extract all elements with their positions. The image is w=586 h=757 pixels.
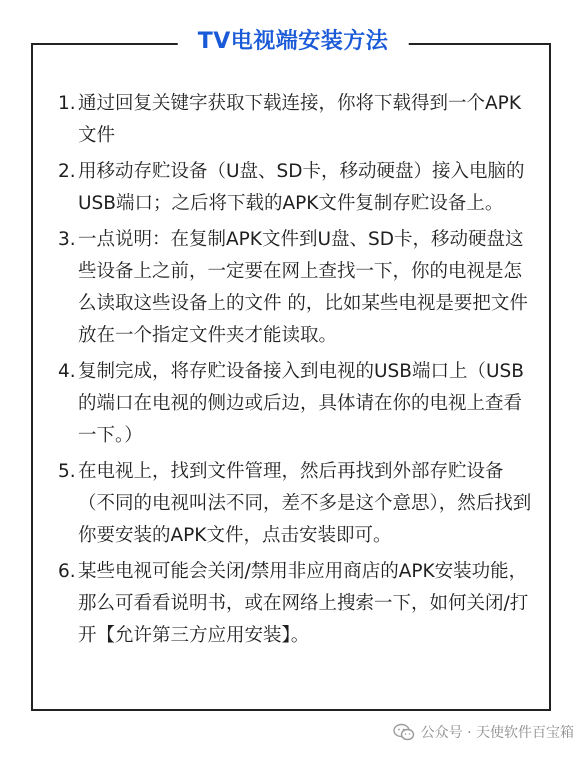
step-item-1 [58,88,536,152]
step-number: 6. [58,561,76,582]
step-text: 在电视上，找到文件管理，然后再找到外部存贮设备（不同的电视叫法不同，差不多是这个意思），然后找到你要安装的APK文件，点击安装即可。 [78,461,532,546]
step-number: 4. [58,361,76,382]
watermark-text: 公众号 · 天使软件百宝箱 [420,725,574,741]
step-text: 一点说明：在复制APK文件到U盘、SD卡，移动硬盘这些设备上之前，一定要在网上查找一下，你的电视是怎么读取这些设备上的文件 的，比如某些电视是要把文件放在一个指定文件夹才能读取。 [78,229,528,346]
step-item-3 [58,224,536,352]
step-number: 2. [58,161,76,182]
step-text: 通过回复关键字获取下载连接，你将下载得到一个APK文件 [78,93,521,146]
step-text: 复制完成，将存贮设备接入到电视的USB端口上（USB的端口在电视的侧边或后边，具体请在你的电视上查看一下。） [78,361,524,446]
step-number: 1. [58,93,76,114]
page-title: TV电视端安装方法 [178,26,409,58]
step-item-6 [58,556,536,652]
watermark [393,722,574,742]
step-item-4 [58,356,536,452]
step-item-5 [58,456,536,552]
step-item-2 [58,156,536,220]
step-number: 3. [58,229,76,250]
step-text: 用移动存贮设备（U盘、SD卡，移动硬盘）接入电脑的USB端口；之后将下载的APK文件复制存贮设备上。 [78,161,525,214]
wechat-icon [393,723,415,741]
step-text: 某些电视可能会关闭/禁用非应用商店的APK安装功能，那么可看看说明书，或在网络上搜索一下，如何关闭/打开【允许第三方应用安装】。 [78,561,529,646]
step-number: 5. [58,461,76,482]
steps-list [58,88,536,656]
